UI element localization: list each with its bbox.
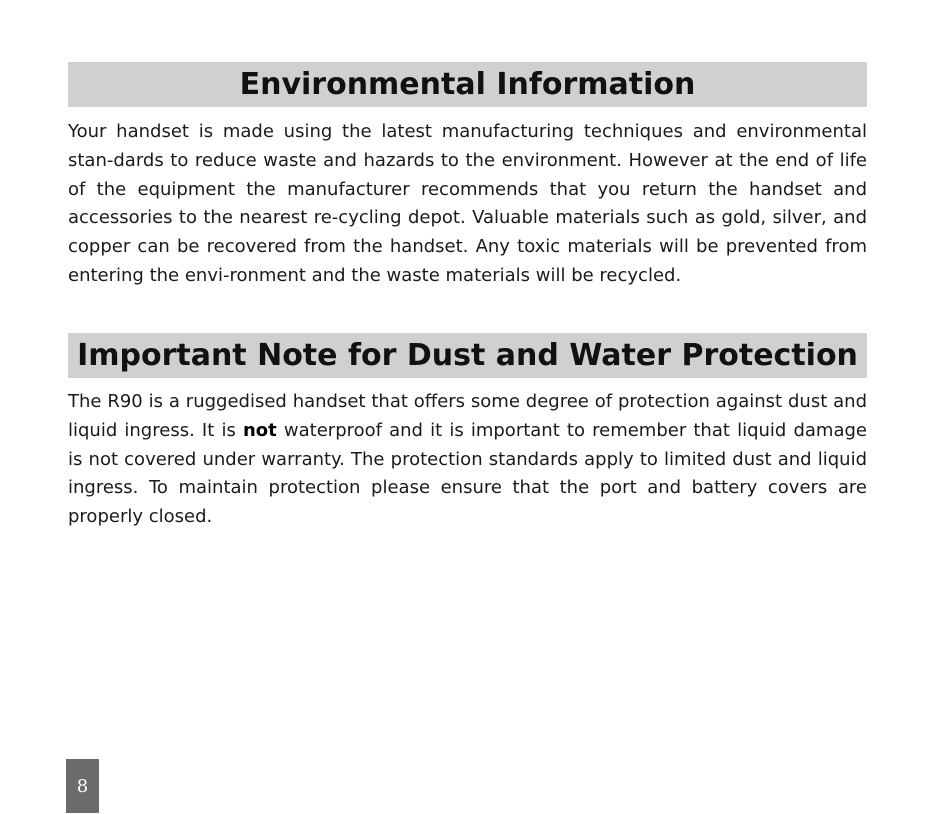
section-heading-dust-water-protection: Important Note for Dust and Water Protection — [68, 333, 867, 378]
emphasis-not: not — [242, 419, 277, 441]
dust-water-protection-paragraph — [68, 388, 867, 532]
section-heading-environmental-information: Environmental Information — [68, 62, 867, 107]
paragraph-text-part1: The R90 is a ruggedised handset that offers some degree of protection against dust and liquid ingress. It is — [68, 391, 867, 441]
page-number-tab: 8 — [66, 759, 99, 813]
paragraph-text-part2: waterproof and it is important to remember that liquid damage is not covered under warranty. The protection standards apply to limited dust and liquid ingress. To maintain protection please ensure that the port and battery covers are properly closed. — [68, 419, 867, 528]
environmental-information-paragraph: Your handset is made using the latest manufacturing techniques and environmental stan-dards to reduce waste and hazards to the environment. However at the end of life of the equipment the manufacturer recommends that you return the handset and accessories to the nearest re-cycling depot. Valuable materials such as gold, silver, and copper can be recovered from the handset. Any toxic materials will be prevented from entering the envi-ronment and the waste materials will be recycled. — [68, 121, 867, 286]
